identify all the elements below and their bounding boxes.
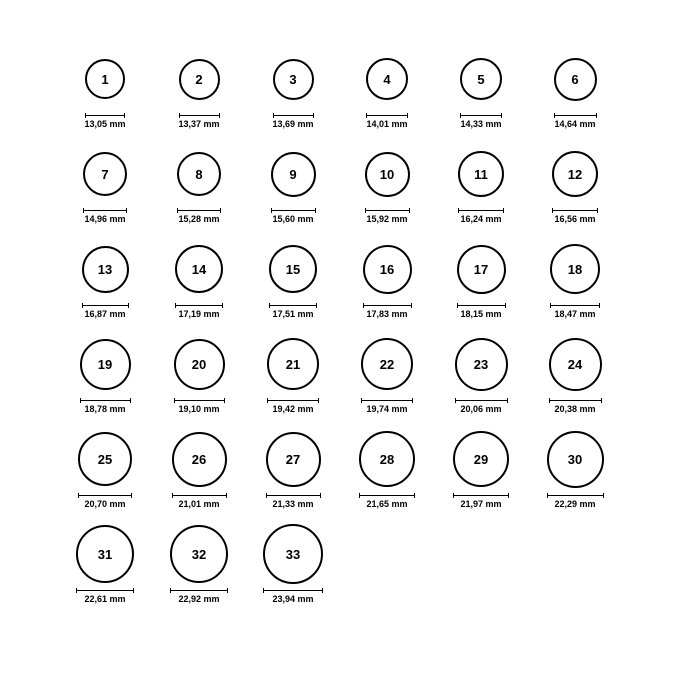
dimension-line — [550, 305, 600, 306]
dimension-bar-icon — [85, 113, 125, 118]
ring-size-label: 27 — [285, 451, 301, 467]
ring-circle-icon — [550, 244, 600, 294]
ring-measure — [366, 113, 408, 129]
ring-size-cell — [246, 333, 340, 428]
dimension-bar-icon — [76, 588, 134, 593]
dimension-line — [457, 305, 506, 306]
dimension-bar-icon — [175, 303, 223, 308]
ring-circle-wrapper — [175, 238, 223, 300]
ring-circle-wrapper — [458, 143, 504, 205]
ring-size-label: 31 — [97, 546, 113, 562]
ring-size-cell — [528, 143, 622, 238]
dimension-bar-icon — [455, 398, 508, 403]
dimension-line — [554, 115, 597, 116]
ring-circle-icon — [552, 151, 598, 197]
dimension-line — [76, 590, 134, 591]
ring-diameter-label: 14,64 mm — [554, 119, 596, 129]
ring-circle-icon — [460, 58, 502, 100]
dimension-bar-icon — [361, 398, 413, 403]
ring-size-label: 7 — [101, 166, 109, 182]
ring-circle-wrapper — [460, 48, 502, 110]
dimension-bar-icon — [78, 493, 132, 498]
ring-measure — [174, 398, 225, 414]
ring-size-label: 25 — [97, 451, 113, 467]
ring-circle-wrapper — [82, 238, 129, 300]
dimension-line — [83, 210, 127, 211]
ring-circle-wrapper — [457, 238, 506, 300]
dimension-line — [80, 400, 131, 401]
ring-measure — [453, 493, 509, 509]
ring-size-cell — [528, 48, 622, 143]
dimension-line — [170, 590, 228, 591]
ring-size-cell — [152, 333, 246, 428]
ring-diameter-label: 21,97 mm — [460, 499, 502, 509]
ring-measure — [78, 493, 132, 509]
ring-size-cell — [152, 523, 246, 618]
dimension-line — [547, 495, 604, 496]
ring-size-cell — [434, 428, 528, 523]
ring-size-label: 18 — [567, 261, 583, 277]
ring-diameter-label: 15,28 mm — [178, 214, 220, 224]
dimension-line — [458, 210, 504, 211]
ring-circle-icon — [80, 339, 131, 390]
ring-diameter-label: 17,19 mm — [178, 309, 220, 319]
ring-size-label: 24 — [567, 356, 583, 372]
dimension-bar-icon — [80, 398, 131, 403]
ring-circle-wrapper — [365, 143, 410, 205]
ring-size-cell — [58, 428, 152, 523]
ring-size-cell — [434, 333, 528, 428]
ring-circle-icon — [359, 431, 415, 487]
ring-size-cell — [340, 48, 434, 143]
ring-circle-icon — [549, 338, 602, 391]
dimension-line — [172, 495, 227, 496]
ring-measure — [271, 208, 316, 224]
ring-measure — [177, 208, 221, 224]
ring-size-label: 9 — [289, 166, 297, 182]
ring-diameter-label: 17,83 mm — [366, 309, 408, 319]
ring-diameter-label: 18,47 mm — [554, 309, 596, 319]
ring-size-cell — [58, 143, 152, 238]
ring-size-cell — [246, 523, 340, 618]
ring-circle-icon — [83, 152, 127, 196]
ring-circle-icon — [547, 431, 604, 488]
ring-size-label: 30 — [567, 451, 583, 467]
dimension-bar-icon — [359, 493, 415, 498]
ring-circle-wrapper — [269, 238, 317, 300]
ring-size-label: 1 — [101, 71, 109, 87]
dimension-bar-icon — [363, 303, 412, 308]
dimension-bar-icon — [365, 208, 410, 213]
ring-size-label: 11 — [474, 166, 488, 182]
dimension-line — [179, 115, 220, 116]
ring-size-cell — [528, 238, 622, 333]
ring-circle-wrapper — [453, 428, 509, 490]
ring-measure — [170, 588, 228, 604]
dimension-line — [273, 115, 314, 116]
ring-diameter-label: 20,70 mm — [84, 499, 126, 509]
ring-circle-wrapper — [263, 523, 323, 585]
ring-diameter-label: 15,60 mm — [272, 214, 314, 224]
ring-measure — [83, 208, 127, 224]
dimension-line — [174, 400, 225, 401]
ring-measure — [178, 113, 219, 129]
ring-circle-icon — [267, 338, 319, 390]
ring-diameter-label: 13,69 mm — [272, 119, 314, 129]
ring-size-cell — [528, 428, 622, 523]
ring-diameter-label: 13,37 mm — [178, 119, 220, 129]
dimension-line — [361, 400, 413, 401]
ring-diameter-label: 23,94 mm — [272, 594, 314, 604]
ring-circle-wrapper — [455, 333, 508, 395]
ring-size-label: 14 — [191, 261, 207, 277]
ring-size-grid — [58, 48, 648, 618]
ring-diameter-label: 14,33 mm — [460, 119, 502, 129]
ring-size-cell — [340, 238, 434, 333]
ring-circle-wrapper — [170, 523, 228, 585]
ring-size-label: 5 — [477, 71, 485, 87]
ring-circle-wrapper — [266, 428, 321, 490]
ring-circle-icon — [177, 152, 221, 196]
ring-circle-icon — [85, 59, 125, 99]
ring-circle-icon — [269, 245, 317, 293]
dimension-line — [552, 210, 598, 211]
ring-measure — [80, 398, 131, 414]
ring-circle-wrapper — [271, 143, 316, 205]
ring-circle-wrapper — [547, 428, 604, 490]
ring-diameter-label: 21,33 mm — [272, 499, 314, 509]
dimension-bar-icon — [460, 113, 502, 118]
ring-circle-icon — [78, 432, 132, 486]
ring-diameter-label: 21,65 mm — [366, 499, 408, 509]
dimension-bar-icon — [273, 113, 314, 118]
ring-size-label: 26 — [191, 451, 207, 467]
ring-circle-wrapper — [80, 333, 131, 395]
ring-diameter-label: 16,87 mm — [84, 309, 126, 319]
ring-circle-icon — [273, 59, 314, 100]
ring-diameter-label: 15,92 mm — [366, 214, 408, 224]
ring-circle-icon — [76, 525, 134, 583]
ring-measure — [263, 588, 323, 604]
ring-measure — [269, 303, 317, 319]
dimension-line — [175, 305, 223, 306]
ring-diameter-label: 13,05 mm — [84, 119, 126, 129]
dimension-bar-icon — [266, 493, 321, 498]
dimension-line — [359, 495, 415, 496]
dimension-bar-icon — [269, 303, 317, 308]
ring-circle-icon — [366, 58, 408, 100]
dimension-line — [267, 400, 319, 401]
ring-circle-wrapper — [179, 48, 220, 110]
ring-diameter-label: 16,24 mm — [460, 214, 502, 224]
dimension-bar-icon — [552, 208, 598, 213]
ring-measure — [272, 113, 313, 129]
ring-size-label: 3 — [289, 71, 297, 87]
ring-size-label: 15 — [285, 261, 301, 277]
ring-circle-wrapper — [361, 333, 413, 395]
dimension-bar-icon — [263, 588, 323, 593]
ring-diameter-label: 17,51 mm — [272, 309, 314, 319]
ring-circle-icon — [174, 339, 225, 390]
ring-circle-wrapper — [83, 143, 127, 205]
ring-circle-wrapper — [177, 143, 221, 205]
dimension-line — [460, 115, 502, 116]
ring-circle-wrapper — [550, 238, 600, 300]
ring-measure — [549, 398, 602, 414]
dimension-bar-icon — [554, 113, 597, 118]
ring-size-cell — [340, 428, 434, 523]
ring-diameter-label: 19,10 mm — [178, 404, 220, 414]
ring-circle-icon — [82, 246, 129, 293]
ring-circle-wrapper — [76, 523, 134, 585]
ring-size-label: 21 — [285, 356, 301, 372]
ring-size-label: 10 — [379, 166, 395, 182]
ring-diameter-label: 21,01 mm — [178, 499, 220, 509]
ring-circle-icon — [175, 245, 223, 293]
dimension-line — [82, 305, 129, 306]
ring-size-label: 28 — [379, 451, 395, 467]
ring-size-label: 19 — [97, 356, 113, 372]
ring-circle-wrapper — [363, 238, 412, 300]
ring-size-label: 23 — [473, 356, 489, 372]
dimension-line — [177, 210, 221, 211]
ring-diameter-label: 18,78 mm — [84, 404, 126, 414]
ring-diameter-label: 22,61 mm — [84, 594, 126, 604]
ring-circle-wrapper — [172, 428, 227, 490]
ring-size-cell — [58, 48, 152, 143]
ring-size-cell — [58, 333, 152, 428]
ring-size-label: 32 — [191, 546, 207, 562]
ring-circle-icon — [172, 432, 227, 487]
ring-size-label: 16 — [379, 261, 395, 277]
dimension-line — [271, 210, 316, 211]
ring-size-label: 12 — [567, 166, 583, 182]
ring-size-cell — [434, 48, 528, 143]
ring-size-cell — [152, 48, 246, 143]
dimension-line — [366, 115, 408, 116]
ring-size-label: 4 — [383, 71, 391, 87]
ring-size-label: 29 — [473, 451, 489, 467]
ring-size-label: 17 — [473, 261, 489, 277]
ring-diameter-label: 22,29 mm — [554, 499, 596, 509]
ring-circle-wrapper — [85, 48, 125, 110]
ring-circle-icon — [457, 245, 506, 294]
ring-circle-wrapper — [552, 143, 598, 205]
ring-size-cell — [246, 238, 340, 333]
ring-size-label: 22 — [379, 356, 395, 372]
ring-circle-icon — [363, 245, 412, 294]
dimension-bar-icon — [83, 208, 127, 213]
ring-measure — [458, 208, 504, 224]
dimension-bar-icon — [271, 208, 316, 213]
ring-size-cell — [152, 428, 246, 523]
ring-size-label: 13 — [97, 261, 113, 277]
ring-circle-wrapper — [366, 48, 408, 110]
ring-circle-wrapper — [273, 48, 314, 110]
ring-size-label: 6 — [571, 71, 579, 87]
dimension-line — [453, 495, 509, 496]
ring-diameter-label: 18,15 mm — [460, 309, 502, 319]
dimension-bar-icon — [174, 398, 225, 403]
ring-size-cell — [152, 238, 246, 333]
ring-size-cell — [58, 523, 152, 618]
dimension-bar-icon — [82, 303, 129, 308]
dimension-bar-icon — [549, 398, 602, 403]
ring-circle-icon — [271, 152, 316, 197]
ring-measure — [172, 493, 227, 509]
ring-circle-icon — [361, 338, 413, 390]
ring-measure — [550, 303, 600, 319]
dimension-line — [263, 590, 323, 591]
ring-circle-wrapper — [78, 428, 132, 490]
ring-circle-wrapper — [359, 428, 415, 490]
ring-size-cell — [58, 238, 152, 333]
ring-diameter-label: 19,42 mm — [272, 404, 314, 414]
ring-measure — [359, 493, 415, 509]
ring-circle-icon — [455, 338, 508, 391]
ring-size-cell — [246, 48, 340, 143]
ring-size-label: 2 — [195, 71, 203, 87]
ring-diameter-label: 16,56 mm — [554, 214, 596, 224]
ring-size-label: 33 — [285, 546, 301, 562]
ring-circle-icon — [365, 152, 410, 197]
dimension-bar-icon — [457, 303, 506, 308]
ring-measure — [267, 398, 319, 414]
dimension-bar-icon — [170, 588, 228, 593]
ring-size-cell — [152, 143, 246, 238]
ring-measure — [361, 398, 413, 414]
ring-measure — [84, 113, 125, 129]
ring-diameter-label: 20,38 mm — [554, 404, 596, 414]
ring-size-cell — [246, 143, 340, 238]
ring-size-cell — [340, 333, 434, 428]
ring-measure — [457, 303, 506, 319]
ring-measure — [460, 113, 502, 129]
ring-circle-wrapper — [549, 333, 602, 395]
dimension-bar-icon — [179, 113, 220, 118]
dimension-bar-icon — [550, 303, 600, 308]
dimension-line — [266, 495, 321, 496]
ring-circle-wrapper — [267, 333, 319, 395]
ring-diameter-label: 20,06 mm — [460, 404, 502, 414]
ring-size-label: 8 — [195, 166, 203, 182]
ring-measure — [76, 588, 134, 604]
dimension-line — [269, 305, 317, 306]
dimension-line — [85, 115, 125, 116]
dimension-line — [455, 400, 508, 401]
ring-circle-icon — [170, 525, 228, 583]
ring-diameter-label: 14,96 mm — [84, 214, 126, 224]
dimension-bar-icon — [547, 493, 604, 498]
ring-circle-icon — [453, 431, 509, 487]
dimension-line — [363, 305, 412, 306]
ring-circle-icon — [263, 524, 323, 584]
dimension-bar-icon — [453, 493, 509, 498]
ring-circle-wrapper — [554, 48, 597, 110]
ring-size-cell — [434, 143, 528, 238]
ring-size-cell — [528, 333, 622, 428]
dimension-bar-icon — [458, 208, 504, 213]
dimension-line — [78, 495, 132, 496]
ring-circle-icon — [179, 59, 220, 100]
ring-diameter-label: 19,74 mm — [366, 404, 408, 414]
ring-diameter-label: 22,92 mm — [178, 594, 220, 604]
ring-measure — [552, 208, 598, 224]
ring-measure — [266, 493, 321, 509]
ring-circle-icon — [266, 432, 321, 487]
ring-measure — [554, 113, 597, 129]
ring-size-cell — [340, 143, 434, 238]
ring-measure — [455, 398, 508, 414]
ring-diameter-label: 14,01 mm — [366, 119, 408, 129]
ring-circle-wrapper — [174, 333, 225, 395]
ring-measure — [175, 303, 223, 319]
dimension-bar-icon — [267, 398, 319, 403]
dimension-bar-icon — [177, 208, 221, 213]
dimension-bar-icon — [366, 113, 408, 118]
ring-circle-icon — [458, 151, 504, 197]
dimension-bar-icon — [172, 493, 227, 498]
dimension-line — [549, 400, 602, 401]
ring-measure — [82, 303, 129, 319]
ring-measure — [363, 303, 412, 319]
dimension-line — [365, 210, 410, 211]
ring-size-cell — [434, 238, 528, 333]
ring-size-label: 20 — [191, 356, 207, 372]
ring-measure — [365, 208, 410, 224]
ring-size-cell — [246, 428, 340, 523]
ring-measure — [547, 493, 604, 509]
ring-circle-icon — [554, 58, 597, 101]
